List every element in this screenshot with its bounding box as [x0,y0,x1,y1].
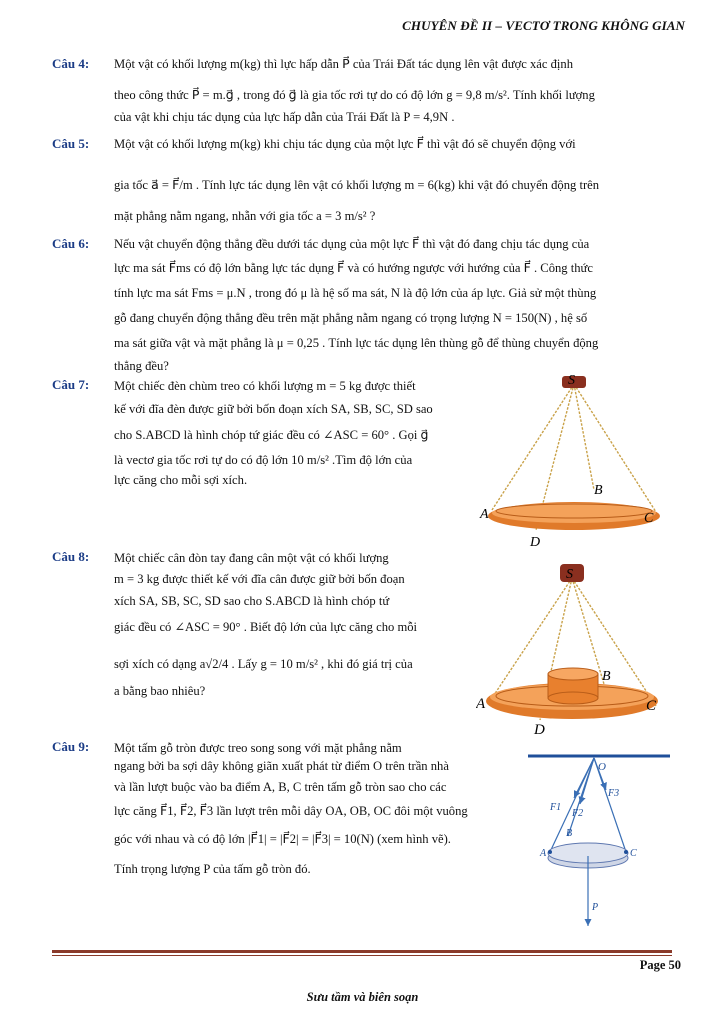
question-8-line-4: giác đều có ∠ASC = 90° . Biết độ lớn của lực căng cho mỗi [114,620,418,634]
fig9-label-o: O [598,761,606,773]
question-5-line-2: gia tốc a⃗ = F⃗/m . Tính lực tác dụng lên vật có khối lượng m = 6(kg) khi vật đó chuyển động trên [114,178,600,192]
footer-credit: Sưu tầm và biên soạn [306,990,419,1004]
question-5-label: Câu 5: [52,136,90,151]
question-7-label: Câu 7: [52,377,90,392]
question-4-line-1: Một vật có khối lượng m(kg) thì lực hấp dẫn P⃗ của Trái Đất tác dụng lên vật được xác định [114,57,573,71]
footer-rule-thin [52,955,672,956]
fig7-label-d: D [530,535,541,550]
question-7-line-5: lực căng cho mỗi sợi xích. [114,473,248,487]
question-4-line-2: theo công thức P⃗ = m.g⃗ , trong đó g⃗ là gia tốc rơi tự do có độ lớn g = 9,8 m/s². Tính khối lượng [114,88,595,102]
question-7-line-1: Một chiếc đèn chùm treo có khối lượng m = 5 kg được thiết [114,379,416,393]
question-9-line-4: lực căng F⃗1, F⃗2, F⃗3 lần lượt trên mỗi dây OA, OB, OC đôi một vuông [114,804,468,818]
question-6-line-3: tính lực ma sát Fms = μ.N , trong đó μ là hệ số ma sát, N là độ lớn của áp lực. Giả sử một thùng [114,286,597,300]
fig9-label-f2: F2 [572,808,584,819]
question-6-line-2: lực ma sát F⃗ms có độ lớn bằng lực tác dụng F⃗ và có hướng ngược với hướng của F⃗ . Công thức [114,261,593,275]
question-6-line-6: thẳng đều? [114,359,169,373]
figure-disc [522,752,672,944]
question-8-label: Câu 8: [52,549,90,564]
figure-scale [476,556,676,736]
footer-rule-thick [52,950,672,953]
question-9-line-1: Một tấm gỗ tròn được treo song song với mặt phẳng nằm [114,741,402,755]
question-9-line-2: ngang bởi ba sợi dây không giãn xuất phát từ điểm O trên trần nhà [114,759,449,773]
question-9-line-5: góc với nhau và có độ lớn |F⃗1| = |F⃗2| = |F⃗3| = 10(N) (xem hình vẽ). [114,832,451,846]
question-9-line-3: và lần lượt buộc vào ba điểm A, B, C trên tấm gỗ tròn sao cho các [114,780,447,794]
question-8-line-2: m = 3 kg được thiết kế với đĩa cân được giữ bởi bốn đoạn [114,572,405,586]
question-6-label: Câu 6: [52,236,90,251]
fig7-label-b: B [594,483,603,498]
fig7-label-c: C [644,511,654,526]
fig8-label-a: A [476,696,486,712]
question-7-line-4: là vectơ gia tốc rơi tự do có độ lớn 10 m/s² .Tìm độ lớn của [114,453,413,467]
figure-chandelier [478,370,678,550]
question-6-line-5: ma sát giữa vật và mặt phẳng là μ = 0,25 . Tính lực tác dụng lên thùng gỗ để thùng chuyển động [114,336,599,350]
question-8-line-1: Một chiếc cân đòn tay đang cân một vật có khối lượng [114,551,389,565]
question-6-line-4: gỗ đang chuyển động thẳng đều trên mặt phẳng nằm ngang có trọng lượng N = 150(N) , hệ số [114,311,588,325]
fig9-label-a: A [540,848,547,859]
question-4-label: Câu 4: [52,56,90,71]
fig8-label-s: S [566,567,573,582]
question-8-line-5: sợi xích có dạng a√2/4 . Lấy g = 10 m/s² , khi đó giá trị của [114,657,413,671]
question-9-label: Câu 9: [52,739,90,754]
fig8-label-c: C [646,698,657,714]
question-8-line-6: a bằng bao nhiêu? [114,684,206,698]
fig8-label-b: B [602,669,611,684]
fig7-label-s: S [568,373,575,388]
fig9-label-p: P [592,902,599,913]
page-number: Page 50 [639,958,681,972]
fig9-label-b: B [566,828,573,839]
fig7-label-a: A [480,507,489,522]
fig8-label-d: D [534,722,545,736]
question-5-line-3: mặt phẳng nằm ngang, nhẵn với gia tốc a = 3 m/s² ? [114,209,376,223]
question-6-line-1: Nếu vật chuyển động thẳng đều dưới tác dụng của một lực F⃗ thì vật đó đang chịu tác dụng của [114,237,590,251]
page-header: CHUYÊN ĐỀ II – VECTƠ TRONG KHÔNG GIAN [402,18,685,33]
fig9-label-f3: F3 [608,788,620,799]
question-5-line-1: Một vật có khối lượng m(kg) khi chịu tác dụng của một lực F⃗ thì vật đó sẽ chuyển động với [114,137,576,151]
fig9-label-c: C [630,848,637,859]
question-7-line-2: kế với đĩa đèn được giữ bởi bốn đoạn xích SA, SB, SC, SD sao [114,402,433,416]
question-9-line-6: Tính trọng lượng P của tấm gỗ tròn đó. [114,862,311,876]
question-4-line-3: của vật khi chịu tác dụng của lực hấp dẫn của Trái Đất là P = 4,9N . [114,110,455,124]
question-8-line-3: xích SA, SB, SC, SD sao cho S.ABCD là hình chóp tứ [114,594,390,608]
question-7-line-3: cho S.ABCD là hình chóp tứ giác đều có ∠ASC = 60° . Gọi g⃗ [114,428,429,442]
fig9-label-f1: F1 [550,802,562,813]
